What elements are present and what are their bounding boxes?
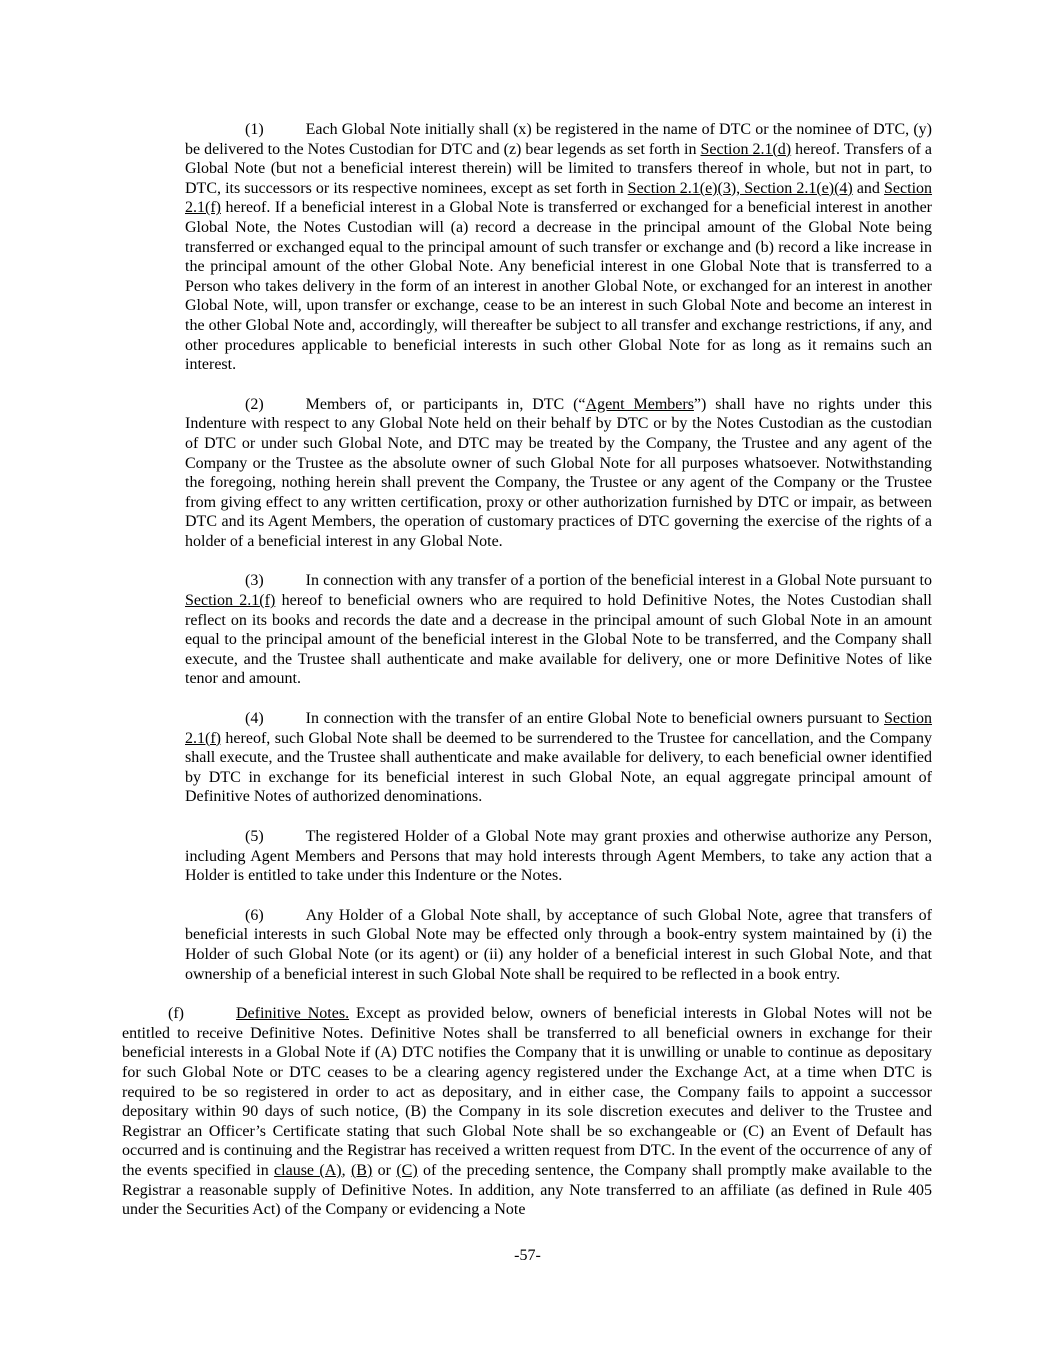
paragraph-f xyxy=(122,1004,932,1220)
paragraph-4 xyxy=(185,709,932,807)
paragraph-label: (4) xyxy=(245,710,264,728)
underlined-reference: (C) xyxy=(396,1161,418,1179)
underlined-reference: Section 2.1(d) xyxy=(700,140,792,158)
paragraph-1 xyxy=(185,120,932,375)
underlined-reference: Section 2.1(f) xyxy=(185,710,932,747)
paragraph-text: In connection with the transfer of an entire Global Note to beneficial owners pursuant to xyxy=(305,710,884,728)
paragraph-label: (5) xyxy=(245,828,264,845)
paragraph-label: (3) xyxy=(245,572,264,590)
page-number: -57- xyxy=(514,1247,541,1264)
underlined-reference: Agent Members xyxy=(585,395,694,413)
paragraph-label: (f) xyxy=(168,1005,184,1023)
paragraph-text: Each Global Note initially shall (x) be registered in the name of DTC or the nominee of DTC, (y) be delivered to the Notes Custodian for DTC and (z) bear legends as set forth in xyxy=(185,121,932,158)
paragraph-text: , xyxy=(341,1161,351,1179)
paragraph-text: ”) shall have no rights under this Indenture with respect to any Global Note held on their behalf by DTC or by the Notes Custodian as the custodian of DTC or under such Global Note, and DTC may be treated by the Company, the Trustee and any agent of the Company or the Trustee as the absolute owner of such Global Note for all purposes whatsoever. Notwithstanding the foregoing, nothing herein shall prevent the Company, the Trustee or any agent of the Company or the Trustee from giving effect to any written certification, proxy or other authorization furnished by DTC or impair, as between DTC and its Agent Members, the operation of customary practices of DTC governing the exercise of the rights of a holder of a beneficial interest in any Global Note. xyxy=(185,395,933,550)
paragraph-6 xyxy=(185,906,932,984)
underlined-reference: clause (A) xyxy=(274,1161,342,1179)
paragraph-label: (6) xyxy=(245,906,264,924)
paragraph-text: Any Holder of a Global Note shall, by acceptance of such Global Note, agree that transfers of beneficial interests in such Global Note may be effected only through a book-entry system maintained by (i) the Holder of such Global Note (or its agent) or (ii) any holder of a beneficial interest in such Global Note, and that ownership of a beneficial interest in such Global Note shall be required to be reflected in a book entry. xyxy=(185,906,932,983)
paragraph-text: hereof to beneficial owners who are required to hold Definitive Notes, the Notes Custodian shall reflect on its books and records the date and a decrease in the principal amount of such Global Note in an amount equal to the principal amount of the beneficial interest in the Global Note to be transferred, and the Company shall execute, and the Trustee shall authenticate and make available for delivery, one or more Definitive Notes of like tenor and amount. xyxy=(185,592,933,688)
paragraph-label: (1) xyxy=(245,121,264,138)
underlined-reference: Section 2.1(e)(3), Section 2.1(e)(4) xyxy=(627,179,853,197)
paragraph-label: (2) xyxy=(245,395,264,413)
underlined-reference: Section 2.1(f) xyxy=(185,179,933,217)
paragraph-text: and xyxy=(852,179,885,197)
underlined-reference: Definitive Notes. xyxy=(235,1005,350,1023)
underlined-reference: (B) xyxy=(350,1161,373,1179)
underlined-reference: Section 2.1(f) xyxy=(185,592,276,610)
paragraph-text: hereof. If a beneficial interest in a Global Note is transferred or exchanged for a beneficial interest in another Global Note, the Notes Custodian will (a) record a decrease in the principal amount of the Global Note being transferred or exchanged equal to the principal amount of such transfer or exchange and (b) record a like increase in the principal amount of the other Global Note. Any beneficial interest in one Global Note that is transferred to a Person who takes delivery in the form of an interest in another Global Note, or exchanged for an interest in another Global Note, will, upon transfer or exchange, cease to be an interest in such Global Note and become an interest in the other Global Note and, accordingly, will thereafter be subject to all transfer and exchange restrictions, if any, and other procedures applicable to beneficial interests in such other Global Note for as long as it remains such an interest. xyxy=(185,199,932,374)
paragraph-3 xyxy=(185,571,932,689)
paragraph-text: Except as provided below, owners of beneficial interests in Global Notes will not be entitled to receive Definitive Notes. Definitive Notes shall be transferred to all beneficial owners in exchange for their beneficial interests in a Global Note if (A) DTC notifies the Company that it is unwilling or unable to continue as depositary for such Global Note or DTC ceases to be a clearing agency registered under the Exchange Act, at a time when DTC is required to be so registered in order to act as depositary, and in either case, the Company fails to appoint a successor depositary within 90 days of such notice, (B) the Company in its sole discretion executes and deliver to the Trustee and Registrar an Officer’s Certificate stating that such Global Note shall be so exchangeable or (C) an Event of Default has occurred and is continuing and the Registrar has received a written request from DTC. In the event of the occurrence of any of the events specified in xyxy=(122,1005,932,1179)
paragraph-text: of the preceding sentence, the Company shall promptly make available to the Registrar a reasonable supply of Definitive Notes. In addition, any Note transferred to an affiliate (as defined in Rule 405 under the Securities Act) of the Company or evidencing a Note xyxy=(122,1161,933,1219)
paragraph-text: hereof, such Global Note shall be deemed to be surrendered to the Trustee for cancellation, and the Company shall execute, and the Trustee shall authenticate and make available for delivery, to each beneficial owner identified by DTC in exchange for its beneficial interest in such Global Note, an equal aggregate principal amount of Definitive Notes of authorized denominations. xyxy=(185,729,932,806)
paragraph-text: hereof. Transfers of a Global Note (but not a beneficial interest therein) will be limited to transfers thereof in whole, but not in part, to DTC, its successors or its respective nominees, except as set forth in xyxy=(185,140,932,197)
paragraph-text: In connection with any transfer of a portion of the beneficial interest in a Global Note pursuant to xyxy=(305,572,932,590)
paragraph-5 xyxy=(185,827,932,886)
paragraph-2 xyxy=(185,395,932,552)
document-body xyxy=(122,120,932,1240)
paragraph-text: The registered Holder of a Global Note may grant proxies and otherwise authorize any Person, including Agent Members and Persons that may hold interests through Agent Members, to take any action that a Holder is entitled to take under this Indenture or the Notes. xyxy=(185,828,932,885)
paragraph-text: Members of, or participants in, DTC (“ xyxy=(305,395,586,413)
paragraph-text: or xyxy=(372,1161,397,1179)
